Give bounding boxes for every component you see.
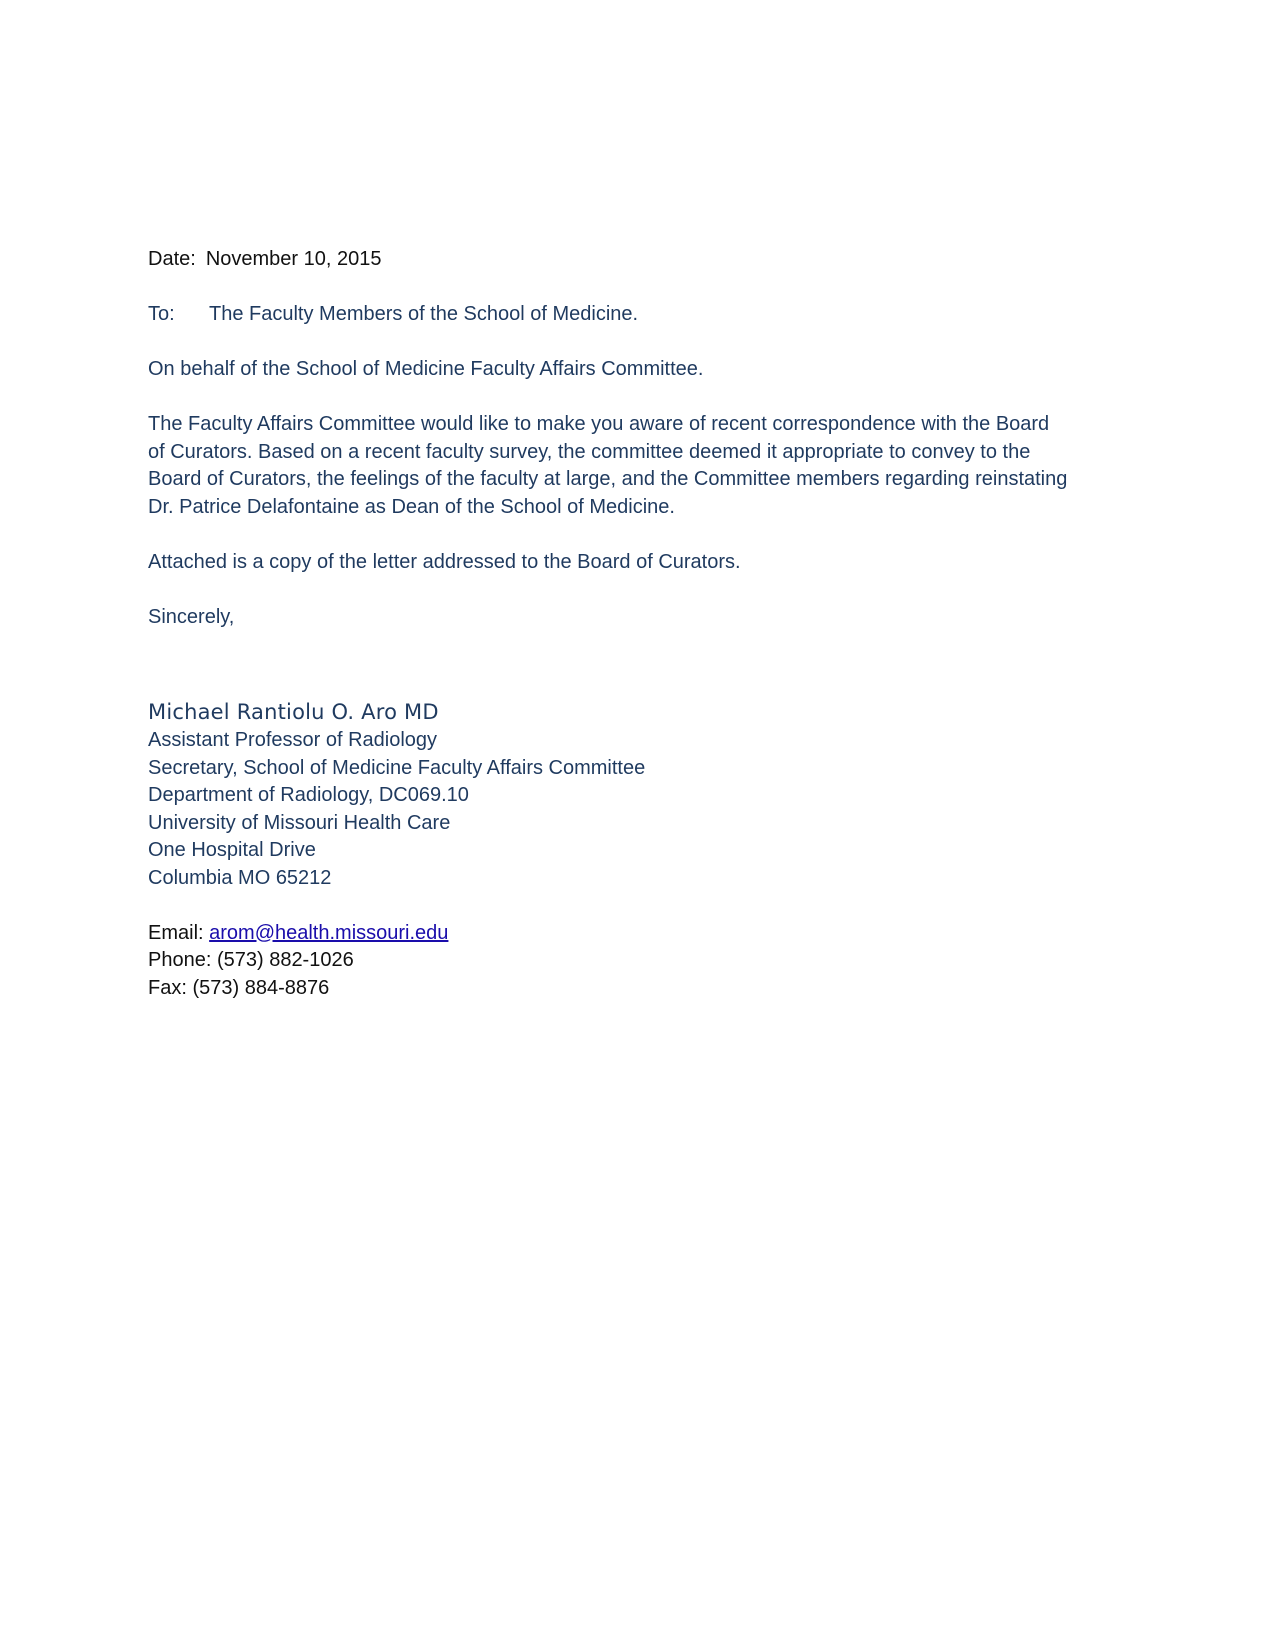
body-line: Dr. Patrice Delafontaine as Dean of the School of Medicine. — [148, 495, 675, 518]
to-label: To: — [148, 303, 175, 325]
closing-line: Sincerely, — [148, 605, 235, 628]
signature-title-line: Secretary, School of Medicine Faculty Affairs Committee — [148, 756, 646, 779]
signature-title-line: Columbia MO 65212 — [148, 866, 332, 889]
date-value: November 10, 2015 — [205, 248, 382, 270]
body-line: Board of Curators, the feelings of the faculty at large, and the Committee members regarding reinstating — [148, 468, 1068, 490]
attached-line: Attached is a copy of the letter addressed to the Board of Curators. — [148, 550, 741, 573]
fax-line: Fax: (573) 884-8876 — [148, 976, 330, 999]
body-line: of Curators. Based on a recent faculty survey, the committee deemed it appropriate to convey to the — [148, 440, 1031, 463]
body-line: The Faculty Affairs Committee would like to make you aware of recent correspondence with the Board — [148, 413, 1050, 435]
email-link[interactable]: arom@health.missouri.edu — [209, 921, 449, 944]
date-line — [148, 246, 1128, 274]
date-label: Date: — [148, 248, 196, 270]
letter-page — [148, 246, 1128, 1002]
signature-name: Michael Rantiolu O. Aro MD — [148, 700, 439, 724]
to-line — [148, 301, 1128, 329]
contact-block — [148, 920, 1128, 1003]
email-line — [148, 920, 1128, 948]
signature-title-line: Assistant Professor of Radiology — [148, 729, 438, 751]
to-value: The Faculty Members of the School of Medicine. — [209, 303, 639, 325]
behalf-line: On behalf of the School of Medicine Faculty Affairs Committee. — [148, 358, 704, 380]
phone-line: Phone: (573) 882-1026 — [148, 949, 354, 971]
signature-title-line: Department of Radiology, DC069.10 — [148, 784, 469, 806]
signature-block — [148, 727, 1128, 892]
signature-title-line: University of Missouri Health Care — [148, 811, 451, 834]
signature-title-line: One Hospital Drive — [148, 839, 316, 861]
body-paragraph — [148, 411, 1128, 521]
email-label: Email: — [148, 921, 210, 944]
